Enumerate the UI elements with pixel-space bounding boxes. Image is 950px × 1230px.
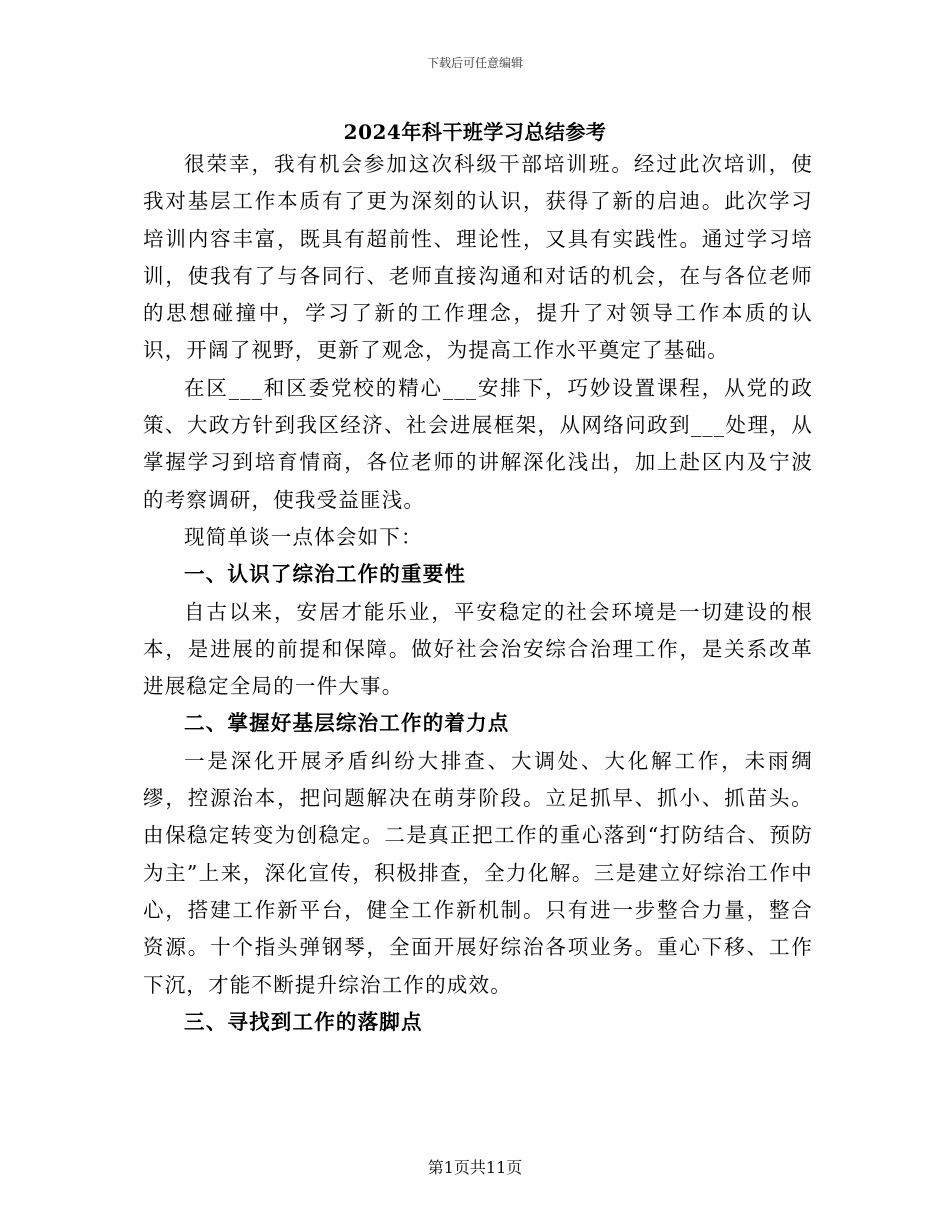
paragraph-summary-lead: 现简单谈一点体会如下： <box>184 524 423 549</box>
paragraph-importance: 自古以来，安居才能乐业，平安稳定的社会环境是一切建设的根本，是进展的前提和保障。做好社会治安综合治理工作，是关系改革进展稳定全局的一件大事。 <box>143 599 813 699</box>
section-heading-1: 一、认识了综治工作的重要性 <box>184 562 467 587</box>
page-number: 第1页共11页 <box>427 1158 523 1177</box>
paragraph-intro: 很荣幸，我有机会参加这次科级干部培训班。经过此次培训，使我对基层工作本质有了更为深刻的认识，获得了新的启迪。此次学习培训内容丰富，既具有超前性、理论性，又具有实践性。通过学习培训，使我有了与各同行、老师直接沟通和对话的机会，在与各位老师的思想碰撞中，学习了新的工作理念，提升了对领导工作本质的认识，开阔了视野，更新了观念，为提高工作水平奠定了基础。 <box>143 152 813 363</box>
paragraph-arrangement: 在区___和区委党校的精心___安排下，巧妙设置课程，从党的政策、大政方针到我区经济、社会进展框架，从网络问政到___处理，从掌握学习到培育情商，各位老师的讲解深化浅出，加上赴区内及宁波的考察调研，使我受益匪浅。 <box>143 375 813 512</box>
document-title: 2024年科干班学习总结参考 <box>343 120 607 144</box>
paragraph-focus-points: 一是深化开展矛盾纠纷大排查、大调处、大化解工作，未雨绸缪，控源治本，把问题解决在萌芽阶段。立足抓早、抓小、抓苗头。由保稳定转变为创稳定。二是真正把工作的重心落到“打防结合、预防为主”上来，深化宣传，积极排查，全力化解。三是建立好综治工作中心，搭建工作新平台，健全工作新机制。只有进一步整合力量，整合资源。十个指头弹钢琴，全面开展好综治各项业务。重心下移、工作下沉，才能不断提升综治工作的成效。 <box>143 748 813 997</box>
section-heading-3: 三、寻找到工作的落脚点 <box>184 1009 423 1034</box>
section-heading-2: 二、掌握好基层综治工作的着力点 <box>184 711 510 736</box>
download-note: 下载后可任意编辑 <box>426 56 523 70</box>
document-body <box>143 146 813 1041</box>
